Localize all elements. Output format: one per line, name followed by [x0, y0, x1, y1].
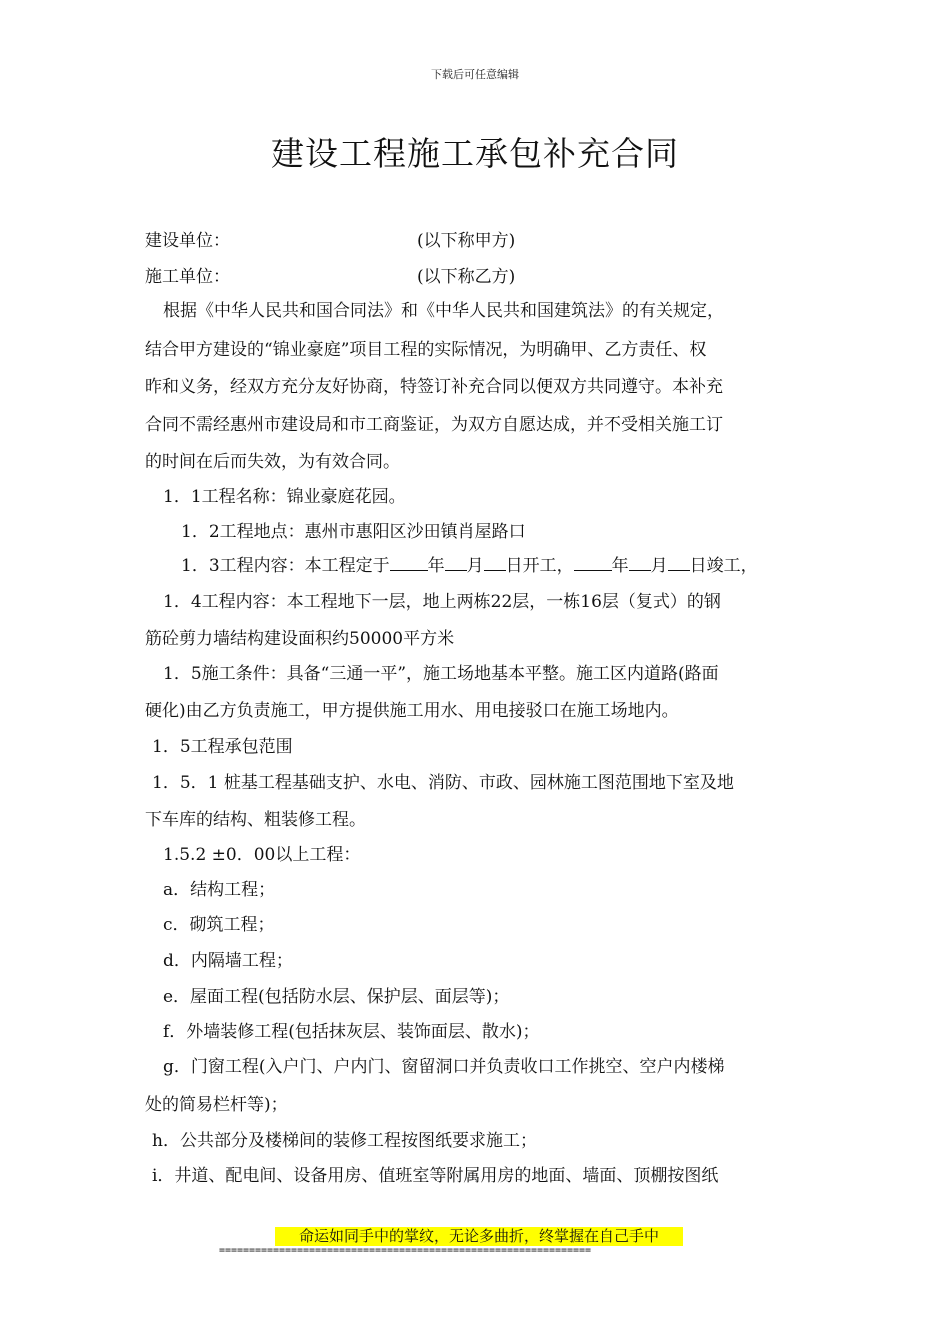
- clause-1-5-1-cont: 下车库的结构、粗装修工程。: [145, 810, 366, 830]
- item-e: e．屋面工程(包括防水层、保护层、面层等)；: [163, 987, 510, 1007]
- item-d: d．内隔墙工程；: [163, 951, 293, 971]
- body-line-1: 结合甲方建设的“锦业豪庭”项目工程的实际情况，为明确甲、乙方责任、权: [145, 340, 707, 360]
- schedule-prefix: 1．3工程内容：本工程定于: [181, 556, 390, 576]
- footer-motto: 命运如同手中的掌纹，无论多曲折，终掌握在自己手中: [275, 1227, 683, 1246]
- blank-start-year[interactable]: [390, 554, 428, 571]
- schedule-month-2: 月: [650, 556, 668, 576]
- body-line-3: 合同不需经惠州市建设局和市工商鉴证，为双方自愿达成，并不受相关施工订: [145, 415, 723, 435]
- clause-1-5-scope: 1．5工程承包范围: [152, 737, 293, 757]
- schedule-year-1: 年: [427, 556, 445, 576]
- contractor-line: [145, 262, 230, 287]
- clause-1-5-conditions: 1．5施工条件：具备“三通一平”，施工场地基本平整。施工区内道路(路面: [163, 664, 719, 684]
- contractor-label: 施工单位：: [145, 267, 230, 287]
- item-g-cont: 处的简易栏杆等)；: [145, 1095, 288, 1115]
- item-f: f．外墙装修工程(包括抹灰层、装饰面层、散水)；: [163, 1022, 540, 1042]
- blank-start-month[interactable]: [445, 554, 467, 571]
- clause-1-3: [181, 551, 758, 576]
- body-line-0: 根据《中华人民共和国合同法》和《中华人民共和国建筑法》的有关规定，: [163, 301, 724, 321]
- item-c: c．砌筑工程；: [163, 915, 275, 935]
- owner-suffix: (以下称甲方): [417, 231, 516, 251]
- clause-1-2: 1．2工程地点：惠州市惠阳区沙田镇肖屋路口: [181, 522, 526, 542]
- clause-1-4: 1．4工程内容：本工程地下一层，地上两栋22层，一栋16层（复式）的钢: [163, 592, 721, 612]
- document-title: 建设工程施工承包补充合同: [271, 134, 679, 173]
- header-note: 下载后可任意编辑: [431, 68, 519, 81]
- clause-1-1: 1．1工程名称：锦业豪庭花园。: [163, 487, 406, 507]
- clause-1-4-cont: 筋砼剪力墙结构建设面积约50000平方米: [145, 629, 455, 649]
- footer-rule: ==============================================================: [219, 1245, 592, 1256]
- schedule-day-1: 日开工，: [505, 556, 574, 576]
- clause-1-5-1: 1．5．1 桩基工程基础支护、水电、消防、市政、园林施工图范围地下室及地: [152, 773, 734, 793]
- owner-line: [145, 226, 230, 251]
- body-line-2: 昨和义务，经双方充分友好协商，特签订补充合同以便双方共同遵守。本补充: [145, 377, 723, 397]
- blank-start-day[interactable]: [484, 554, 506, 571]
- clause-1-5-conditions-cont: 硬化)由乙方负责施工，甲方提供施工用水、用电接驳口在施工场地内。: [145, 701, 679, 721]
- blank-end-month[interactable]: [629, 554, 651, 571]
- owner-label: 建设单位：: [145, 231, 230, 251]
- blank-end-year[interactable]: [574, 554, 612, 571]
- blank-end-day[interactable]: [668, 554, 690, 571]
- schedule-day-2: 日竣工，: [689, 556, 758, 576]
- body-line-4: 的时间在后而失效，为有效合同。: [145, 452, 400, 472]
- clause-1-5-2: 1.5.2 ±0．00以上工程：: [163, 845, 361, 865]
- item-a: a．结构工程；: [163, 880, 276, 900]
- item-h: h．公共部分及楼梯间的装修工程按图纸要求施工；: [152, 1131, 537, 1151]
- item-g: g．门窗工程(入户门、户内门、窗留洞口并负责收口工作挑空、空户内楼梯: [163, 1057, 725, 1077]
- contractor-suffix: (以下称乙方): [417, 267, 516, 287]
- item-i: i．井道、配电间、设备用房、值班室等附属用房的地面、墙面、顶棚按图纸: [152, 1166, 719, 1186]
- schedule-year-2: 年: [611, 556, 629, 576]
- schedule-month-1: 月: [466, 556, 484, 576]
